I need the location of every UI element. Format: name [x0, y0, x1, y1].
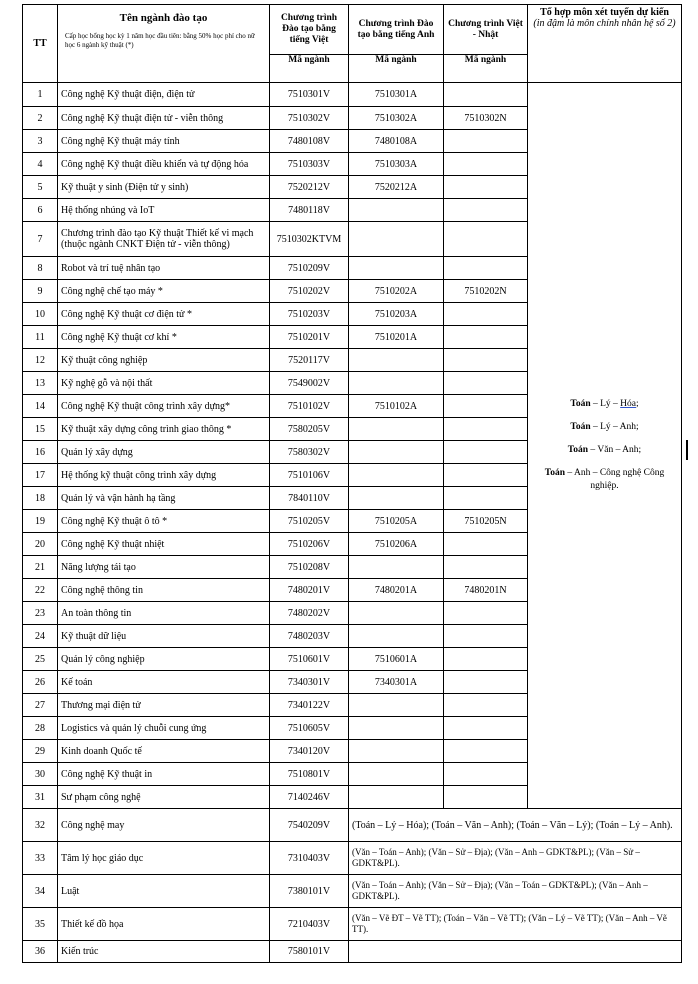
row-number: 25	[23, 648, 58, 671]
table-row	[23, 908, 682, 941]
row-number: 2	[23, 107, 58, 130]
code-en: 7510203A	[349, 303, 444, 326]
code-en	[349, 222, 444, 257]
code-jp	[444, 199, 528, 222]
row-number: 16	[23, 441, 58, 464]
code-en: 7480108A	[349, 130, 444, 153]
header-en-program: Chương trình Đào tạo bằng tiếng Anh	[349, 5, 444, 55]
row-number: 26	[23, 671, 58, 694]
program-name: Kỹ thuật dữ liệu	[58, 625, 270, 648]
program-name: Kỹ thuật y sinh (Điện tử y sinh)	[58, 176, 270, 199]
program-name: Kỹ thuật xây dựng công trình giao thông *	[58, 418, 270, 441]
scholarship-note: Cấp học bổng học kỳ 1 năm học đầu tiên: bằng 50% học phí cho nữ học 6 ngành kỹ thuật (*)	[65, 32, 255, 49]
row-number: 1	[23, 83, 58, 107]
code-en	[349, 763, 444, 786]
code-en	[349, 418, 444, 441]
row-number: 21	[23, 556, 58, 579]
program-combos: (Văn – Toán – Anh); (Văn – Sử – Địa); (Văn – Toán – GDKT&PL); (Văn – Anh – GDKT&PL).	[349, 875, 682, 908]
program-name: Công nghệ Kỹ thuật công trình xây dựng*	[58, 395, 270, 418]
code-jp	[444, 694, 528, 717]
row-number: 9	[23, 280, 58, 303]
code-jp	[444, 418, 528, 441]
row-number: 18	[23, 487, 58, 510]
code-jp	[444, 222, 528, 257]
code-en	[349, 740, 444, 763]
row-number: 14	[23, 395, 58, 418]
row-number: 30	[23, 763, 58, 786]
row-number: 29	[23, 740, 58, 763]
program-name: Quản lý và vận hành hạ tầng	[58, 487, 270, 510]
code-jp	[444, 556, 528, 579]
program-name: Công nghệ thông tin	[58, 579, 270, 602]
program-name: Công nghệ Kỹ thuật điều khiển và tự động hóa	[58, 153, 270, 176]
code-jp	[444, 303, 528, 326]
code-vn: 7520117V	[270, 349, 349, 372]
code-vn: 7480202V	[270, 602, 349, 625]
table-row	[23, 941, 682, 963]
program-name: Quản lý công nghiệp	[58, 648, 270, 671]
code-jp	[444, 326, 528, 349]
code-vn: 7480203V	[270, 625, 349, 648]
combo-main-subject: Toán	[544, 468, 565, 478]
combo-rest: – Lý – Anh;	[590, 422, 639, 432]
code-en: 7480201A	[349, 579, 444, 602]
code-jp	[444, 763, 528, 786]
code-jp	[444, 395, 528, 418]
combo-title: Tổ hợp môn xét tuyển dự kiến	[540, 7, 669, 18]
code-en: 7510302A	[349, 107, 444, 130]
code-vn: 7140246V	[270, 786, 349, 809]
row-number: 10	[23, 303, 58, 326]
code-en	[349, 372, 444, 395]
code-vn: 7580101V	[270, 941, 349, 963]
row-number: 23	[23, 602, 58, 625]
row-number: 24	[23, 625, 58, 648]
combo-main-subject: Toán	[567, 445, 589, 455]
row-number: 13	[23, 372, 58, 395]
code-jp	[444, 786, 528, 809]
code-vn: 7510601V	[270, 648, 349, 671]
margin-mark	[686, 440, 688, 460]
code-jp	[444, 625, 528, 648]
header-jp-program: Chương trình Việt - Nhật	[444, 5, 528, 55]
program-combos: (Toán – Lý – Hóa); (Toán – Văn – Anh); (Toán – Văn – Lý); (Toán – Lý – Anh).	[349, 809, 682, 842]
row-number: 20	[23, 533, 58, 556]
code-jp	[444, 671, 528, 694]
combo-rest: – Lý –	[590, 399, 621, 409]
program-name: Công nghệ Kỹ thuật cơ khí *	[58, 326, 270, 349]
code-vn: 7510206V	[270, 533, 349, 556]
code-vn: 7510201V	[270, 326, 349, 349]
code-en	[349, 199, 444, 222]
code-vn: 7380101V	[270, 875, 349, 908]
row-number: 32	[23, 809, 58, 842]
program-name: Công nghệ Kỹ thuật máy tính	[58, 130, 270, 153]
header-combos	[528, 5, 682, 83]
row-number: 11	[23, 326, 58, 349]
program-name: Kinh doanh Quốc tế	[58, 740, 270, 763]
combo-item	[531, 421, 678, 434]
header-vn-program: Chương trình Đào tạo bằng tiếng Việt	[270, 5, 349, 55]
program-name: Công nghệ Kỹ thuật cơ điện tử *	[58, 303, 270, 326]
row-number: 27	[23, 694, 58, 717]
code-vn: 7510202V	[270, 280, 349, 303]
program-name: Kỹ nghệ gỗ và nội thất	[58, 372, 270, 395]
table-row	[23, 809, 682, 842]
combo-rest: – Văn – Anh;	[588, 445, 642, 455]
program-name: Logistics và quản lý chuỗi cung ứng	[58, 717, 270, 740]
code-vn: 7840110V	[270, 487, 349, 510]
row-number: 4	[23, 153, 58, 176]
code-en: 7510601A	[349, 648, 444, 671]
code-label-jp: Mã ngành	[444, 55, 528, 83]
program-name: An toàn thông tin	[58, 602, 270, 625]
code-jp	[444, 372, 528, 395]
code-en	[349, 694, 444, 717]
code-en: 7510303A	[349, 153, 444, 176]
code-jp	[444, 740, 528, 763]
program-name: Chương trình đào tạo Kỹ thuật Thiết kế vi mạch (thuộc ngành CNKT Điện tử - viễn thông)	[58, 222, 270, 257]
program-name: Kiến trúc	[58, 941, 270, 963]
row-number: 8	[23, 257, 58, 280]
combo-list	[531, 398, 678, 493]
code-jp	[444, 130, 528, 153]
program-name: Công nghệ Kỹ thuật nhiệt	[58, 533, 270, 556]
row-number: 31	[23, 786, 58, 809]
code-jp	[444, 464, 528, 487]
combo-item	[531, 467, 678, 493]
code-en: 7510202A	[349, 280, 444, 303]
row-number: 17	[23, 464, 58, 487]
row-number: 35	[23, 908, 58, 941]
shared-combos-cell	[528, 83, 682, 809]
program-name: Công nghệ Kỹ thuật điện, điện tử	[58, 83, 270, 107]
row-number: 28	[23, 717, 58, 740]
table-row	[23, 842, 682, 875]
program-combos: (Văn – Vẽ ĐT – Vẽ TT); (Toán – Văn – Vẽ TT); (Văn – Lý – Vẽ TT); (Văn – Anh – Vẽ TT).	[349, 908, 682, 941]
code-en: 7520212A	[349, 176, 444, 199]
code-vn: 7540209V	[270, 809, 349, 842]
code-vn: 7480118V	[270, 199, 349, 222]
program-combos	[349, 941, 682, 963]
code-vn: 7510205V	[270, 510, 349, 533]
code-jp	[444, 257, 528, 280]
code-jp	[444, 533, 528, 556]
code-vn: 7340301V	[270, 671, 349, 694]
program-name: Kỹ thuật công nghiệp	[58, 349, 270, 372]
row-number: 6	[23, 199, 58, 222]
code-label-vn: Mã ngành	[270, 55, 349, 83]
row-number: 12	[23, 349, 58, 372]
code-vn: 7510302KTVM	[270, 222, 349, 257]
code-vn: 7510102V	[270, 395, 349, 418]
code-vn: 7510605V	[270, 717, 349, 740]
code-jp	[444, 441, 528, 464]
row-number: 19	[23, 510, 58, 533]
row-number: 3	[23, 130, 58, 153]
code-vn: 7340120V	[270, 740, 349, 763]
code-en: 7510205A	[349, 510, 444, 533]
table-row	[23, 83, 682, 107]
program-name: Hệ thống kỹ thuật công trình xây dựng	[58, 464, 270, 487]
row-number: 15	[23, 418, 58, 441]
code-jp	[444, 176, 528, 199]
program-name: Tâm lý học giáo dục	[58, 842, 270, 875]
code-jp	[444, 487, 528, 510]
program-name: Công nghệ Kỹ thuật điện tử - viễn thông	[58, 107, 270, 130]
code-en	[349, 487, 444, 510]
code-vn: 7510801V	[270, 763, 349, 786]
code-jp	[444, 717, 528, 740]
row-number: 33	[23, 842, 58, 875]
code-vn: 7510301V	[270, 83, 349, 107]
program-name: Công nghệ Kỹ thuật in	[58, 763, 270, 786]
code-jp	[444, 602, 528, 625]
combo-item	[531, 398, 678, 411]
code-jp: 7510202N	[444, 280, 528, 303]
row-number: 7	[23, 222, 58, 257]
code-en: 7340301A	[349, 671, 444, 694]
row-number: 36	[23, 941, 58, 963]
code-en	[349, 464, 444, 487]
program-name: Công nghệ chế tạo máy *	[58, 280, 270, 303]
code-en	[349, 257, 444, 280]
combo-note: (in đậm là môn chính nhân hệ số 2)	[533, 18, 676, 29]
code-vn: 7510203V	[270, 303, 349, 326]
code-vn: 7510303V	[270, 153, 349, 176]
program-name: Kế toán	[58, 671, 270, 694]
code-en	[349, 786, 444, 809]
program-name: Thiết kế đồ họa	[58, 908, 270, 941]
code-jp	[444, 349, 528, 372]
combo-main-subject: Toán	[570, 399, 591, 409]
code-jp	[444, 648, 528, 671]
code-vn: 7210403V	[270, 908, 349, 941]
row-number: 22	[23, 579, 58, 602]
header-tt: TT	[23, 5, 58, 83]
code-label-en: Mã ngành	[349, 55, 444, 83]
code-en	[349, 602, 444, 625]
row-number: 34	[23, 875, 58, 908]
code-en: 7510206A	[349, 533, 444, 556]
header-program-name	[58, 5, 270, 83]
table-row	[23, 875, 682, 908]
program-name: Robot và trí tuệ nhân tạo	[58, 257, 270, 280]
program-name: Thương mại điện tử	[58, 694, 270, 717]
code-en: 7510102A	[349, 395, 444, 418]
code-jp: 7480201N	[444, 579, 528, 602]
row-number: 5	[23, 176, 58, 199]
code-vn: 7510209V	[270, 257, 349, 280]
header-name-label: Tên ngành đào tạo	[119, 12, 208, 24]
code-en: 7510201A	[349, 326, 444, 349]
code-vn: 7480201V	[270, 579, 349, 602]
code-vn: 7580205V	[270, 418, 349, 441]
code-en	[349, 349, 444, 372]
code-vn: 7510208V	[270, 556, 349, 579]
combo-punct: ;	[636, 399, 639, 409]
combo-rest: – Anh – Công nghệ Công nghiệp.	[565, 468, 665, 491]
program-name: Sư phạm công nghệ	[58, 786, 270, 809]
code-jp: 7510205N	[444, 510, 528, 533]
code-en	[349, 625, 444, 648]
code-en	[349, 441, 444, 464]
code-en: 7510301A	[349, 83, 444, 107]
program-name: Hệ thống nhúng và IoT	[58, 199, 270, 222]
code-jp	[444, 153, 528, 176]
program-name: Luật	[58, 875, 270, 908]
code-en	[349, 717, 444, 740]
combo-extra-subject: Hóa	[620, 399, 636, 409]
program-name: Công nghệ Kỹ thuật ô tô *	[58, 510, 270, 533]
code-vn: 7310403V	[270, 842, 349, 875]
admissions-table	[22, 4, 682, 963]
code-vn: 7520212V	[270, 176, 349, 199]
program-name: Công nghệ may	[58, 809, 270, 842]
program-combos: (Văn – Toán – Anh); (Văn – Sử – Địa); (Văn – Anh – GDKT&PL); (Văn – Sử – GDKT&PL).	[349, 842, 682, 875]
code-vn: 7480108V	[270, 130, 349, 153]
combo-main-subject: Toán	[570, 422, 591, 432]
code-vn: 7510106V	[270, 464, 349, 487]
code-jp	[444, 83, 528, 107]
code-jp: 7510302N	[444, 107, 528, 130]
code-vn: 7340122V	[270, 694, 349, 717]
program-name: Năng lượng tái tạo	[58, 556, 270, 579]
code-vn: 7510302V	[270, 107, 349, 130]
combo-item	[531, 444, 678, 457]
code-en	[349, 556, 444, 579]
program-name: Quản lý xây dựng	[58, 441, 270, 464]
code-vn: 7549002V	[270, 372, 349, 395]
code-vn: 7580302V	[270, 441, 349, 464]
